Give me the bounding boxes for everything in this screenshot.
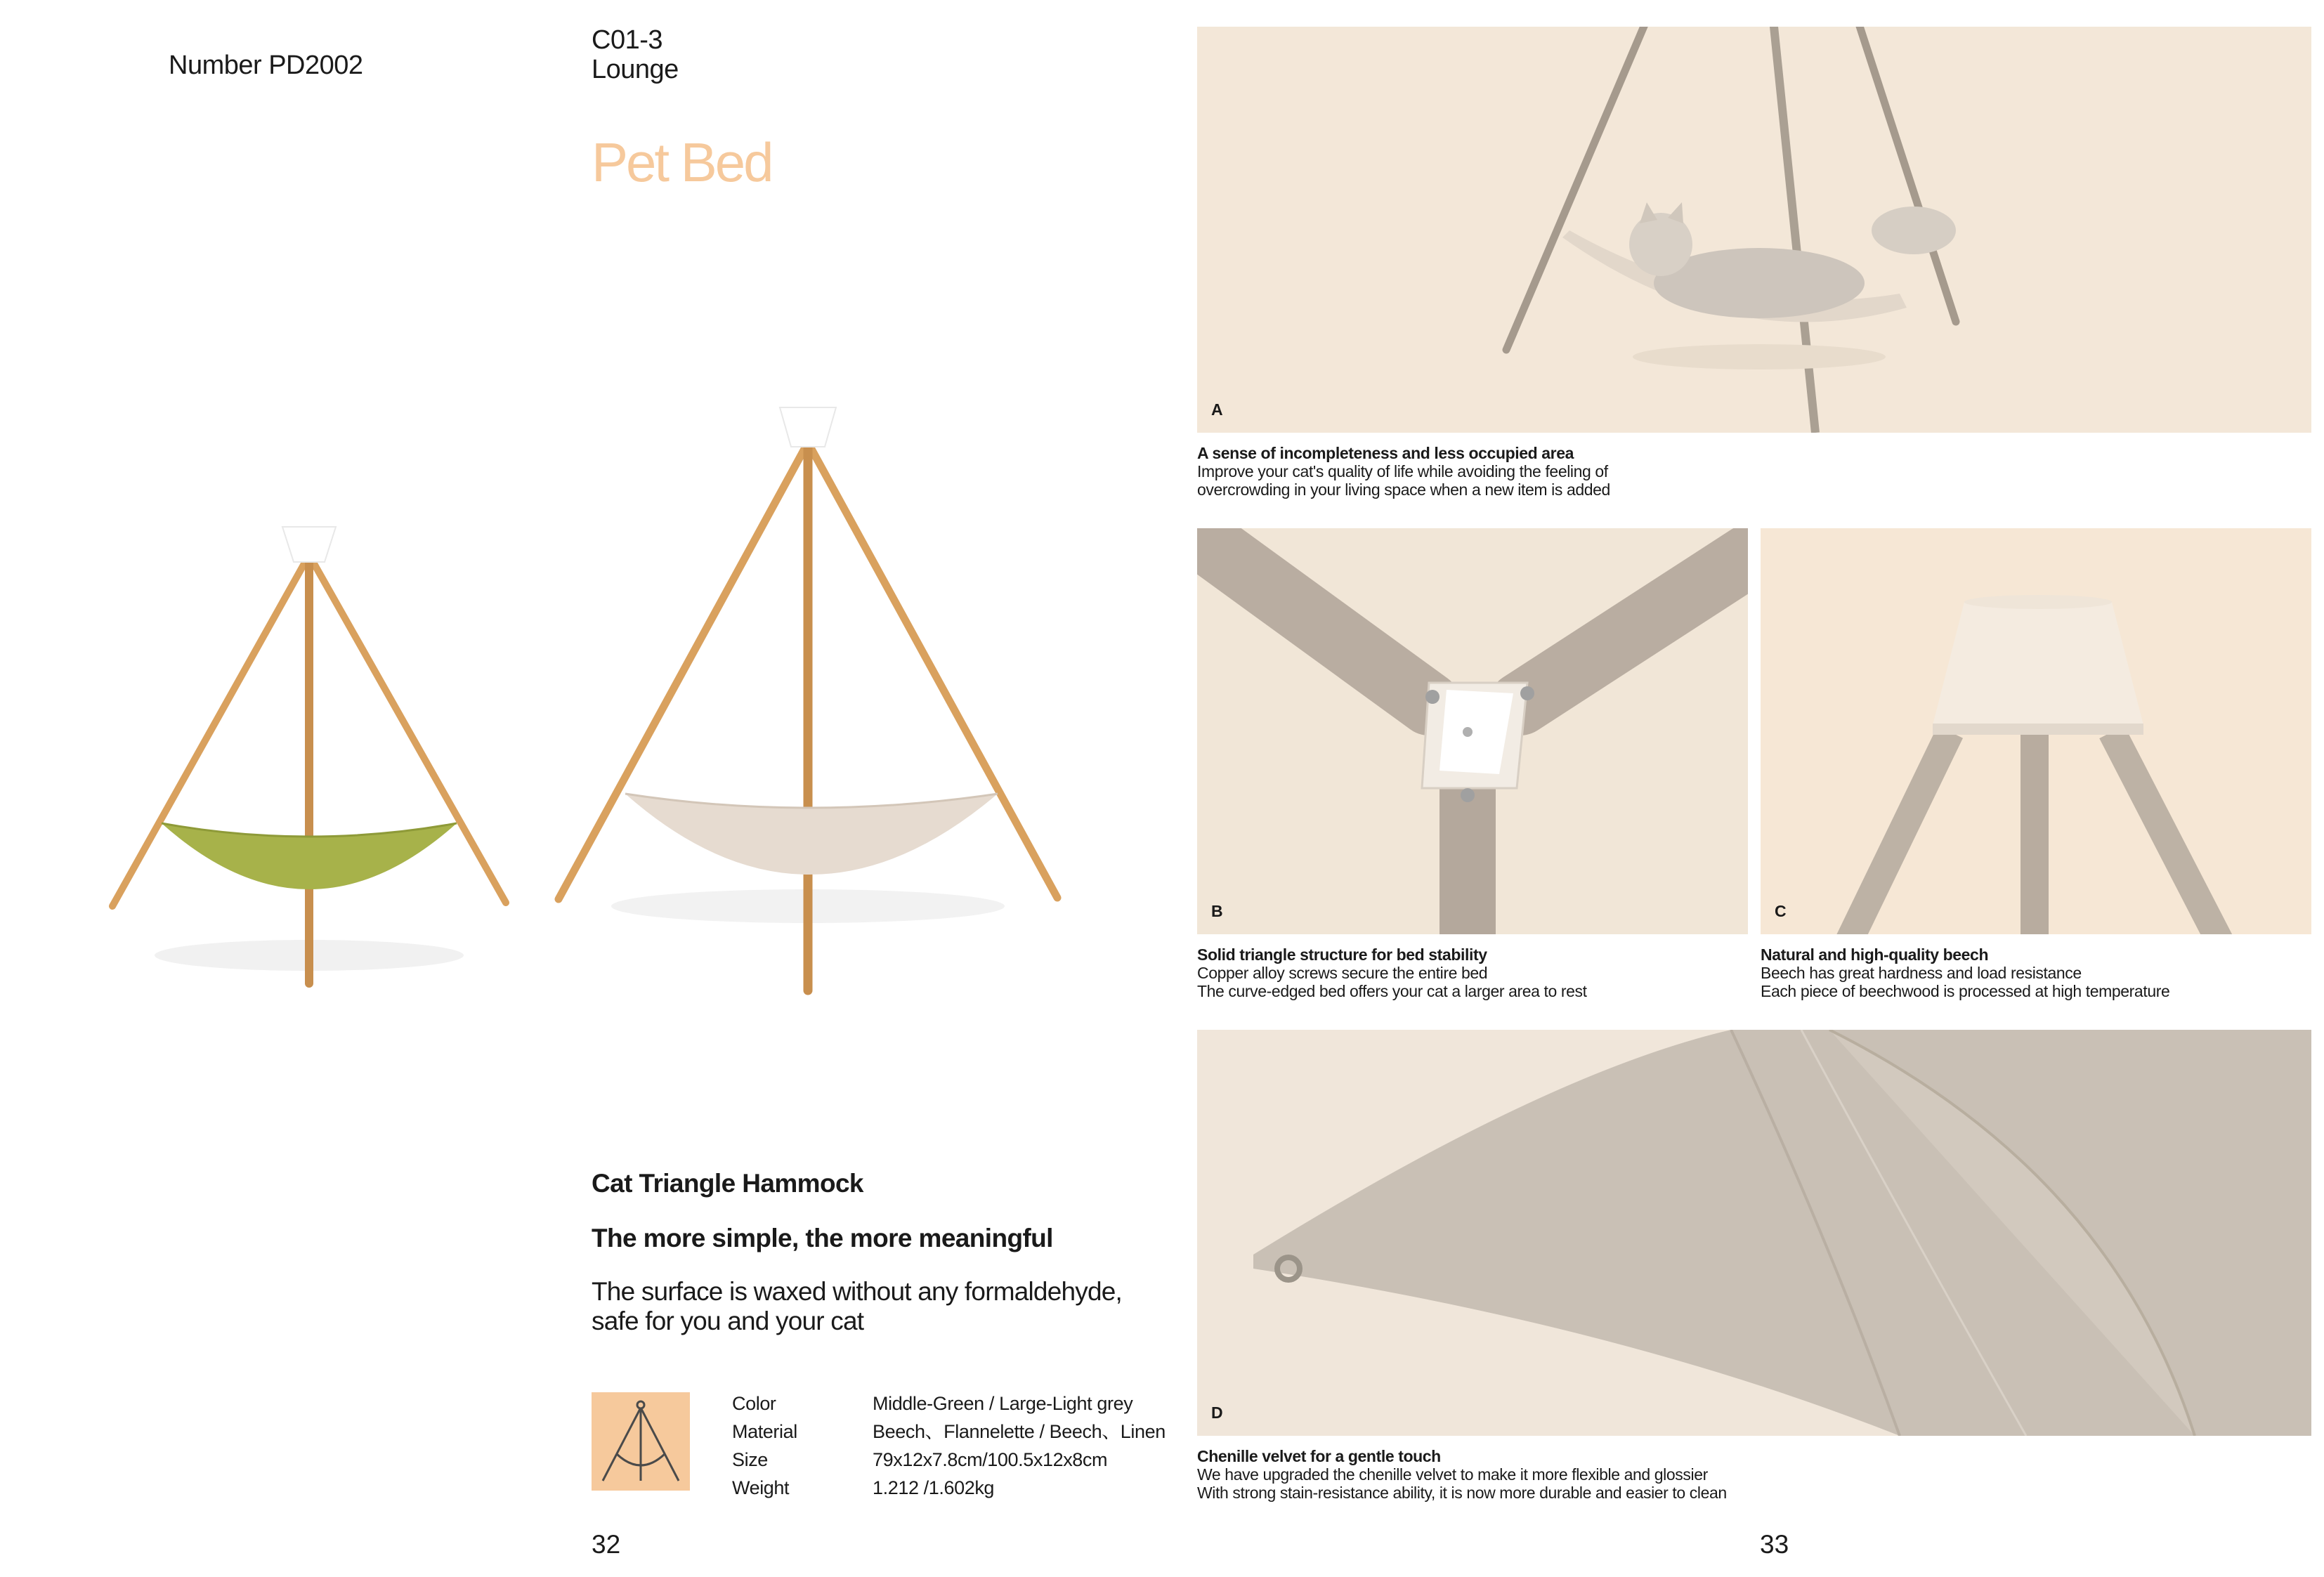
feature-caption-d xyxy=(1197,1447,1727,1502)
feature-photo-c xyxy=(1761,528,2311,934)
spec-value: Beech、Flannelette / Beech、Linen xyxy=(873,1421,1166,1442)
feature-line: With strong stain-resistance ability, it is now more durable and easier to clean xyxy=(1197,1484,1727,1502)
feature-line: Beech has great hardness and load resistance xyxy=(1761,964,2082,982)
product-name: Cat Triangle Hammock xyxy=(592,1169,863,1198)
product-image-green xyxy=(105,520,513,997)
photo-letter: A xyxy=(1211,400,1223,419)
spec-value: 79x12x7.8cm/100.5x12x8cm xyxy=(873,1449,1108,1470)
spec-row-size xyxy=(732,1446,1166,1474)
spec-row-material xyxy=(732,1418,1166,1446)
photo-letter: D xyxy=(1211,1403,1223,1422)
page-number-left: 32 xyxy=(592,1530,621,1559)
feature-photo-d xyxy=(1197,1030,2311,1436)
product-description: The surface is waxed without any formaldehyde, safe for you and your cat xyxy=(592,1277,1122,1335)
spec-row-weight xyxy=(732,1474,1166,1502)
photo-letter: B xyxy=(1211,902,1223,920)
product-code: C01-3 xyxy=(592,25,662,55)
product-number: Number PD2002 xyxy=(169,51,363,80)
spec-value: Middle-Green / Large-Light grey xyxy=(873,1393,1133,1414)
feature-line: Copper alloy screws secure the entire bed xyxy=(1197,964,1488,982)
spec-label: Material xyxy=(732,1421,797,1442)
feature-title: Natural and high-quality beech xyxy=(1761,945,1989,964)
spec-table xyxy=(732,1389,1166,1502)
feature-line: Improve your cat's quality of life while avoiding the feeling of xyxy=(1197,462,1608,480)
hammock-icon xyxy=(592,1392,690,1491)
photo-letter: C xyxy=(1775,902,1787,920)
feature-caption-a xyxy=(1197,444,1610,499)
spec-label: Size xyxy=(732,1449,768,1470)
feature-line: We have upgraded the chenille velvet to make it more flexible and glossier xyxy=(1197,1465,1708,1484)
product-tagline: The more simple, the more meaningful xyxy=(592,1224,1053,1252)
feature-line: The curve-edged bed offers your cat a larger area to rest xyxy=(1197,982,1587,1000)
spec-label: Color xyxy=(732,1393,776,1414)
feature-photo-b xyxy=(1197,528,1748,934)
spec-label: Weight xyxy=(732,1477,790,1498)
product-code-block xyxy=(592,25,679,84)
feature-caption-b xyxy=(1197,945,1587,1000)
page-number-right: 33 xyxy=(1760,1530,1789,1559)
spec-row-color xyxy=(732,1389,1166,1418)
spec-value: 1.212 /1.602kg xyxy=(873,1477,995,1498)
feature-title: Solid triangle structure for bed stability xyxy=(1197,945,1487,964)
feature-line: overcrowding in your living space when a new item is added xyxy=(1197,480,1610,499)
feature-line: Each piece of beechwood is processed at high temperature xyxy=(1761,982,2170,1000)
product-category: Lounge xyxy=(592,55,679,84)
feature-title: Chenille velvet for a gentle touch xyxy=(1197,1447,1441,1465)
feature-title: A sense of incompleteness and less occupied area xyxy=(1197,444,1574,462)
feature-photo-a xyxy=(1197,27,2311,433)
feature-caption-c xyxy=(1761,945,2169,1000)
product-image-grey xyxy=(548,400,1068,997)
page-title: Pet Bed xyxy=(592,131,772,193)
